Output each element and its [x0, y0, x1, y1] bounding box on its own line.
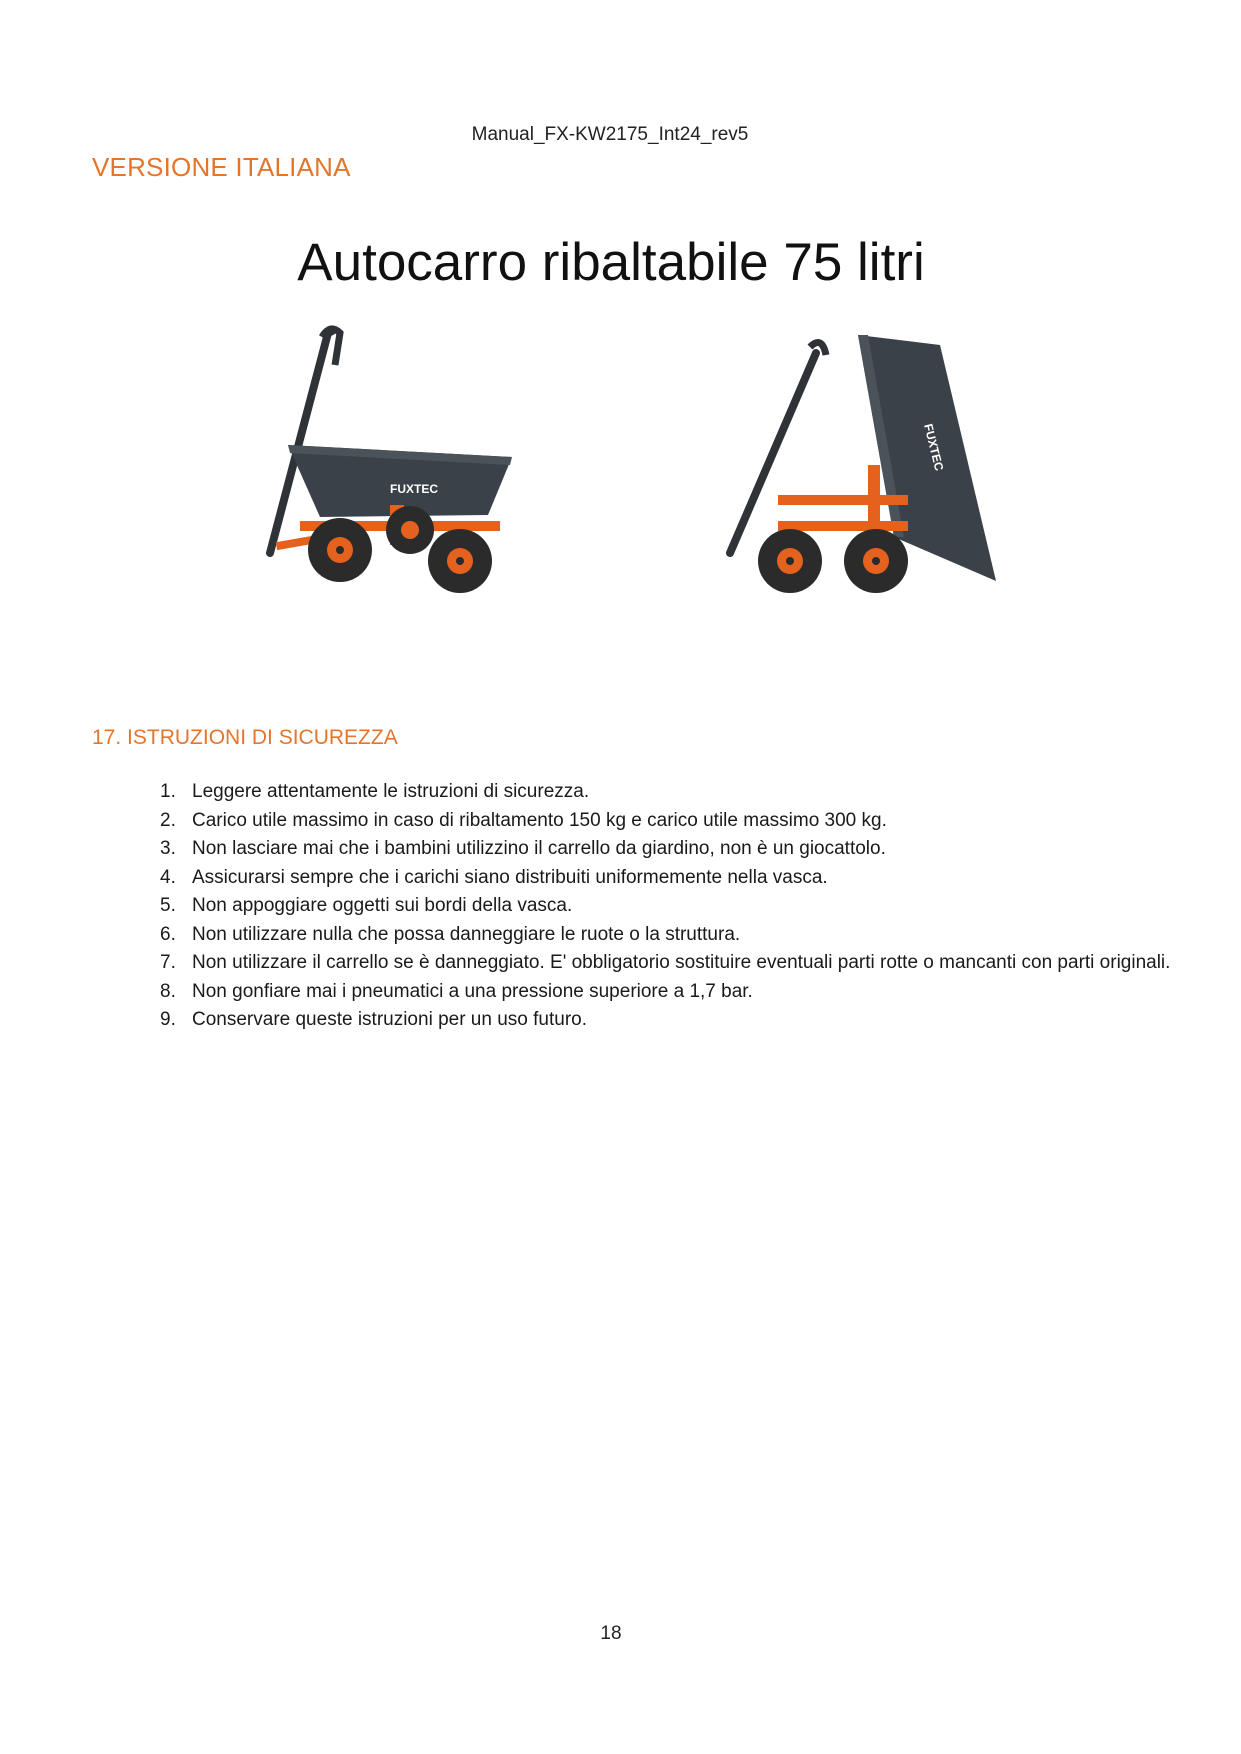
- list-number: 6.: [160, 923, 176, 945]
- list-number: 4.: [160, 866, 176, 888]
- list-number: 8.: [160, 980, 176, 1002]
- cart-tipped-image: [718, 325, 1018, 625]
- list-text: Leggere attentamente le istruzioni di sicurezza.: [192, 781, 590, 802]
- list-item: [160, 835, 1200, 864]
- list-item: [160, 864, 1200, 893]
- cart-upright-image: [240, 325, 540, 625]
- list-number: 5.: [160, 895, 176, 916]
- list-number: 3.: [160, 838, 176, 859]
- list-item: [160, 949, 1200, 978]
- section-heading: 17. ISTRUZIONI DI SICUREZZA: [92, 726, 398, 749]
- list-item: [160, 892, 1200, 921]
- list-text: Non utilizzare nulla che possa danneggiare le ruote o la struttura.: [192, 923, 741, 945]
- list-item: [160, 807, 1200, 836]
- list-item: [160, 778, 1200, 807]
- list-text: Carico utile massimo in caso di ribaltamento 150 kg e carico utile massimo 300 kg.: [192, 809, 887, 831]
- list-text: Non utilizzare il carrello se è danneggiato. E' obbligatorio sostituire eventuali parti rotte o mancanti con parti originali.: [192, 952, 1171, 973]
- list-item: [160, 921, 1200, 950]
- list-item: [160, 1006, 1200, 1035]
- brand-label: FUXTEC: [390, 482, 438, 496]
- list-number: 7.: [160, 952, 176, 973]
- list-number: 9.: [160, 1009, 176, 1030]
- list-text: Assicurarsi sempre che i carichi siano distribuiti uniformemente nella vasca.: [192, 866, 828, 888]
- list-text: Conservare queste istruzioni per un uso futuro.: [192, 1009, 587, 1030]
- product-title: Autocarro ribaltabile 75 litri: [297, 232, 925, 292]
- list-text: Non lasciare mai che i bambini utilizzino il carrello da giardino, non è un giocattolo.: [192, 838, 886, 859]
- list-text: Non appoggiare oggetti sui bordi della vasca.: [192, 895, 573, 916]
- safety-instructions-list: [160, 778, 1200, 1035]
- page-number: 18: [600, 1623, 622, 1644]
- document-header: Manual_FX-KW2175_Int24_rev5: [471, 124, 749, 145]
- brand-label-tipped: FUXTEC: [921, 422, 947, 473]
- list-text: Non gonfiare mai i pneumatici a una pressione superiore a 1,7 bar.: [192, 980, 753, 1002]
- list-number: 1.: [160, 781, 176, 802]
- list-item: [160, 978, 1200, 1007]
- list-number: 2.: [160, 809, 176, 831]
- language-title: VERSIONE ITALIANA: [92, 152, 351, 182]
